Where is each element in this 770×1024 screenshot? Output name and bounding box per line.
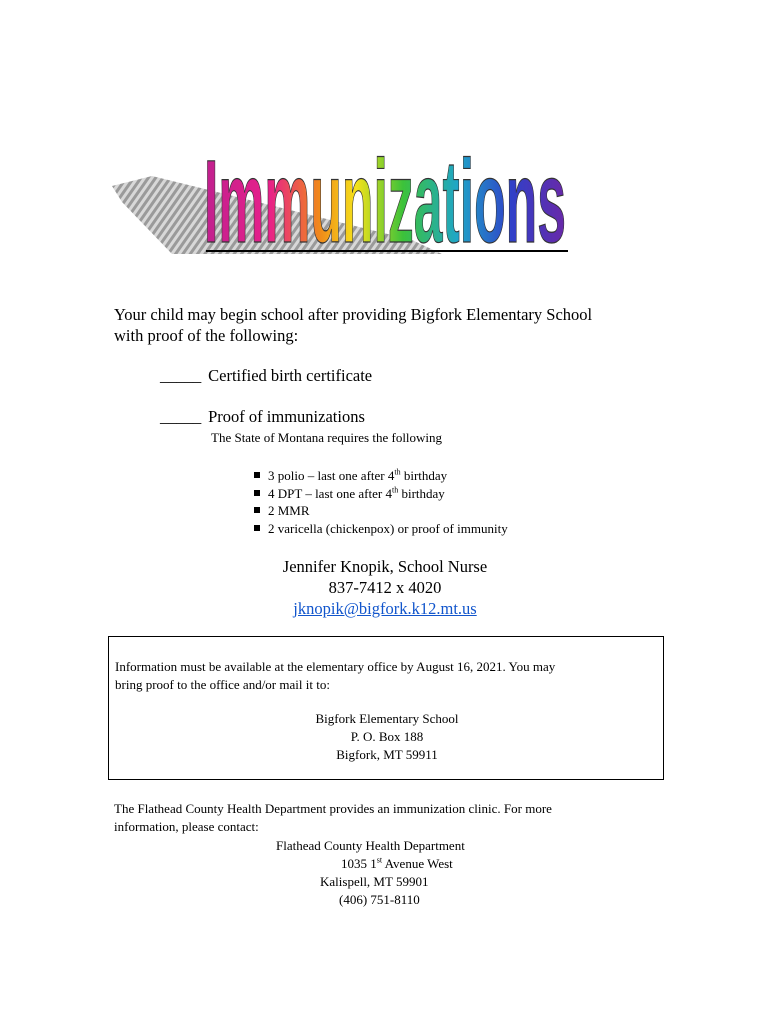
- health-dept-street: 1035 1st Avenue West: [341, 855, 453, 871]
- intro-paragraph: [114, 304, 674, 346]
- square-bullet-icon: [254, 490, 260, 496]
- school-address-line-1: Bigfork Elementary School: [315, 711, 459, 726]
- square-bullet-icon: [254, 472, 260, 478]
- checklist-label: Certified birth certificate: [208, 366, 373, 385]
- nurse-phone: 837-7412 x 4020: [328, 578, 442, 597]
- requirements-list: [254, 467, 508, 537]
- state-requirement-note: The State of Montana requires the following: [211, 430, 443, 445]
- intro-line-1: Your child may begin school after providing Bigfork Elementary School: [114, 305, 593, 324]
- nurse-email-line: [0, 598, 770, 619]
- list-item: 2 varicella (chickenpox) or proof of immunity: [254, 520, 508, 538]
- square-bullet-icon: [254, 507, 260, 513]
- checklist-item-immunizations: [160, 407, 365, 427]
- square-bullet-icon: [254, 525, 260, 531]
- intro-line-2: with proof of the following:: [114, 326, 299, 345]
- footer-line-1: The Flathead County Health Department provides an immunization clinic. For more: [114, 801, 552, 816]
- info-line-2: bring proof to the office and/or mail it to:: [115, 677, 330, 692]
- checklist-label: Proof of immunizations: [208, 407, 365, 426]
- checklist-blank: _____: [160, 407, 202, 426]
- checklist-blank: _____: [160, 366, 202, 385]
- info-box: [108, 636, 664, 780]
- health-dept-paragraph: [114, 800, 674, 836]
- health-dept-name: Flathead County Health Department: [276, 838, 465, 853]
- health-dept-phone: (406) 751-8110: [339, 892, 420, 907]
- list-item: 3 polio – last one after 4th birthday: [254, 467, 508, 485]
- info-line-1: Information must be available at the elementary office by August 16, 2021. You may: [115, 659, 556, 674]
- list-item: 4 DPT – last one after 4th birthday: [254, 485, 508, 503]
- list-item: 2 MMR: [254, 502, 508, 520]
- nurse-email-link[interactable]: jknopik@bigfork.k12.mt.us: [293, 599, 477, 618]
- info-paragraph: [115, 658, 655, 694]
- title-wordart: [112, 112, 572, 262]
- page-title: Immunizations: [204, 136, 566, 262]
- checklist-item-birth-certificate: [160, 366, 372, 386]
- health-dept-city: Kalispell, MT 59901: [320, 874, 429, 889]
- school-address-line-2: P. O. Box 188: [350, 729, 424, 744]
- nurse-name: Jennifer Knopik, School Nurse: [282, 557, 488, 576]
- footer-line-2: information, please contact:: [114, 819, 259, 834]
- school-address-line-3: Bigfork, MT 59911: [336, 747, 438, 762]
